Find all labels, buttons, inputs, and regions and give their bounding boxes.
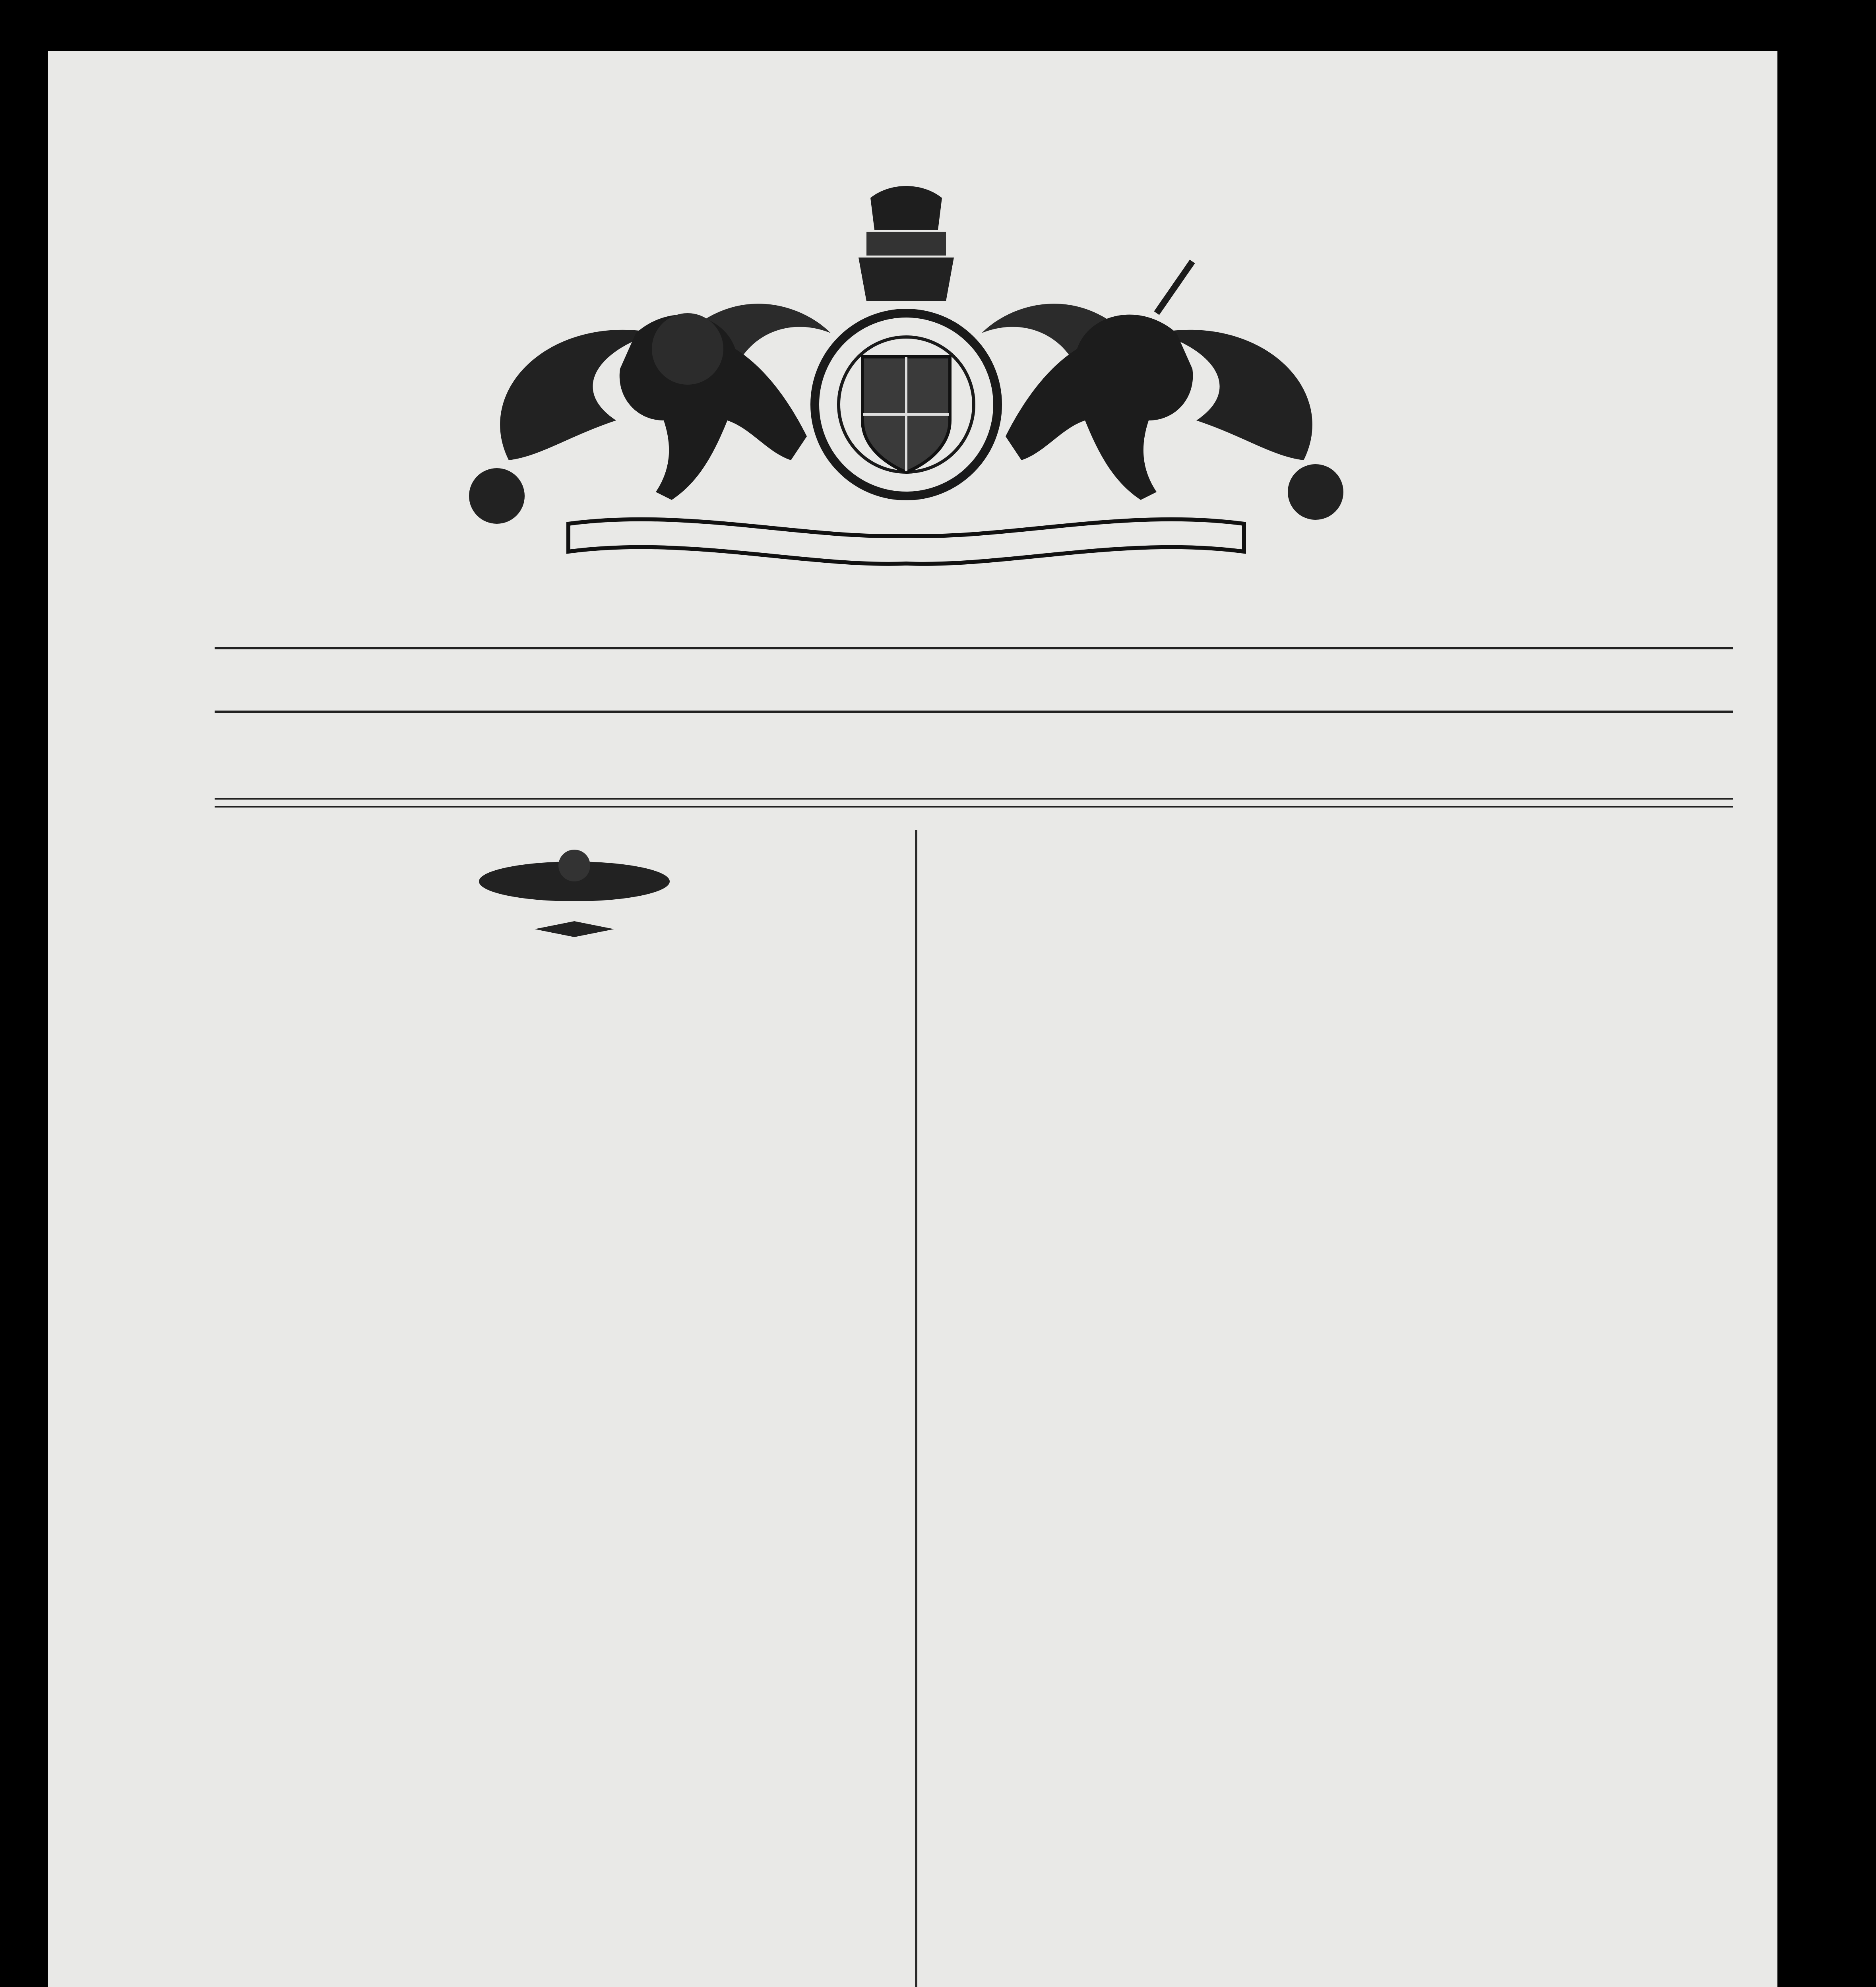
gazette-page — [48, 51, 1777, 1987]
left-column — [207, 846, 942, 966]
royal-coat-of-arms — [449, 182, 1363, 583]
small-arms-icon — [207, 846, 942, 905]
divider — [215, 647, 1733, 649]
right-column — [898, 846, 1733, 848]
column-rule — [915, 830, 917, 1987]
ornament-divider — [207, 917, 942, 941]
divider — [215, 711, 1733, 713]
divider — [215, 798, 1733, 800]
divider — [215, 806, 1733, 808]
